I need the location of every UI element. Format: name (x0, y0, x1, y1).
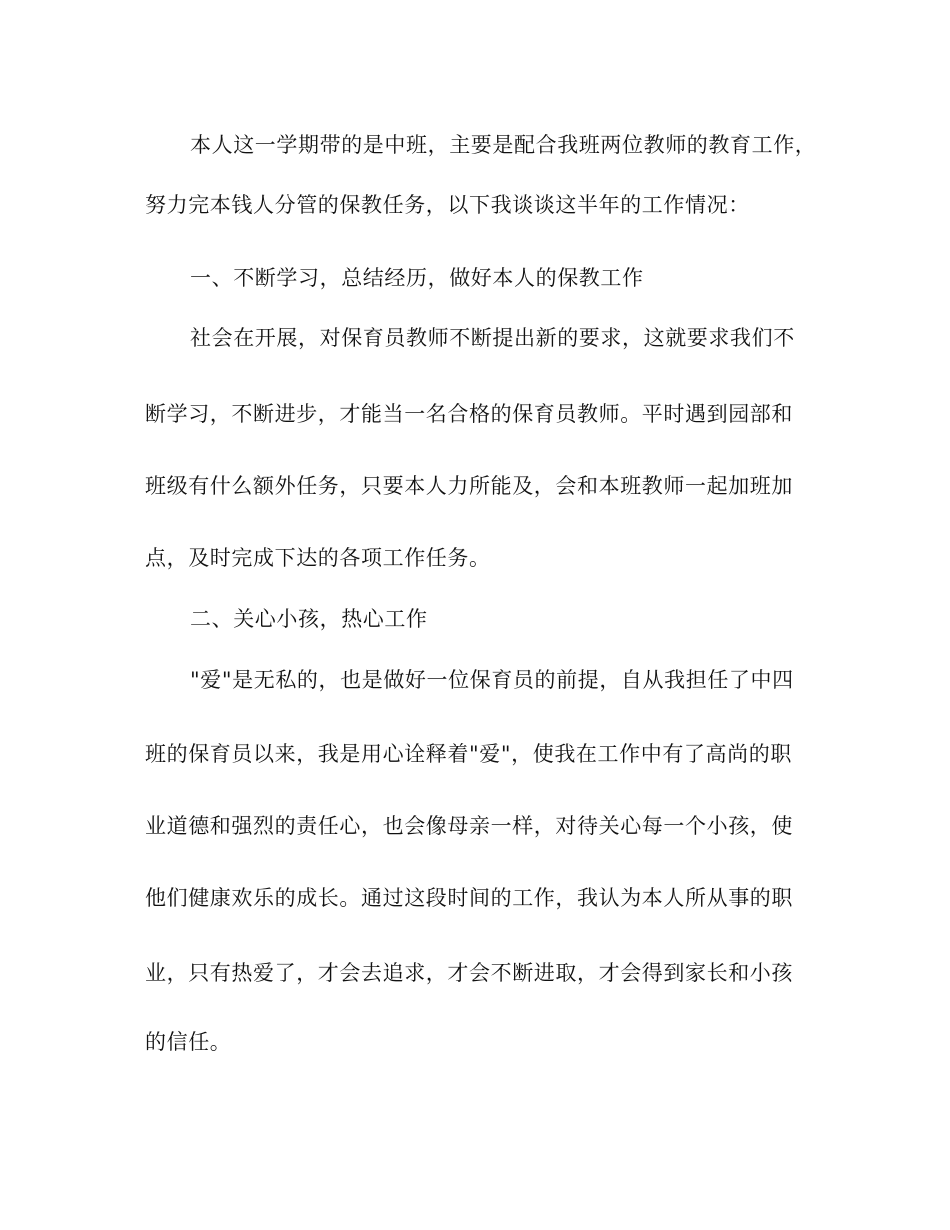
paragraph-2-line-2: 断学习，不断进步，才能当一名合格的保育员教师。平时遇到园部和 (145, 402, 793, 426)
paragraph-2-line-4: 点，及时完成下达的各项工作任务。 (145, 546, 491, 570)
paragraph-3-line-2: 班的保育员以来，我是用心诠释着"爱"，使我在工作中有了高尚的职 (145, 742, 792, 766)
paragraph-3-line-4: 他们健康欢乐的成长。通过这段时间的工作，我认为本人所从事的职 (145, 886, 793, 910)
paragraph-1-line-2: 努力完本钱人分管的保教任务，以下我谈谈这半年的工作情况： (145, 193, 750, 217)
paragraph-2-line-1: 社会在开展，对保育员教师不断提出新的要求，这就要求我们不 (190, 326, 795, 350)
section-heading-1: 一、不断学习，总结经历，做好本人的保教工作 (190, 266, 644, 290)
paragraph-3-line-6: 的信任。 (145, 1030, 232, 1054)
paragraph-3-line-5: 业，只有热爱了，才会去追求，才会不断进取，才会得到家长和小孩 (145, 961, 793, 985)
section-heading-2: 二、关心小孩，热心工作 (190, 607, 428, 631)
paragraph-1-line-1: 本人这一学期带的是中班，主要是配合我班两位教师的教育工作， (190, 133, 817, 157)
paragraph-3-line-3: 业道德和强烈的责任心，也会像母亲一样，对待关心每一个小孩，使 (145, 814, 793, 838)
paragraph-2-line-3: 班级有什么额外任务，只要本人力所能及，会和本班教师一起加班加 (145, 474, 793, 498)
paragraph-3-line-1: "爱"是无私的，也是做好一位保育员的前提，自从我担任了中四 (190, 668, 794, 692)
